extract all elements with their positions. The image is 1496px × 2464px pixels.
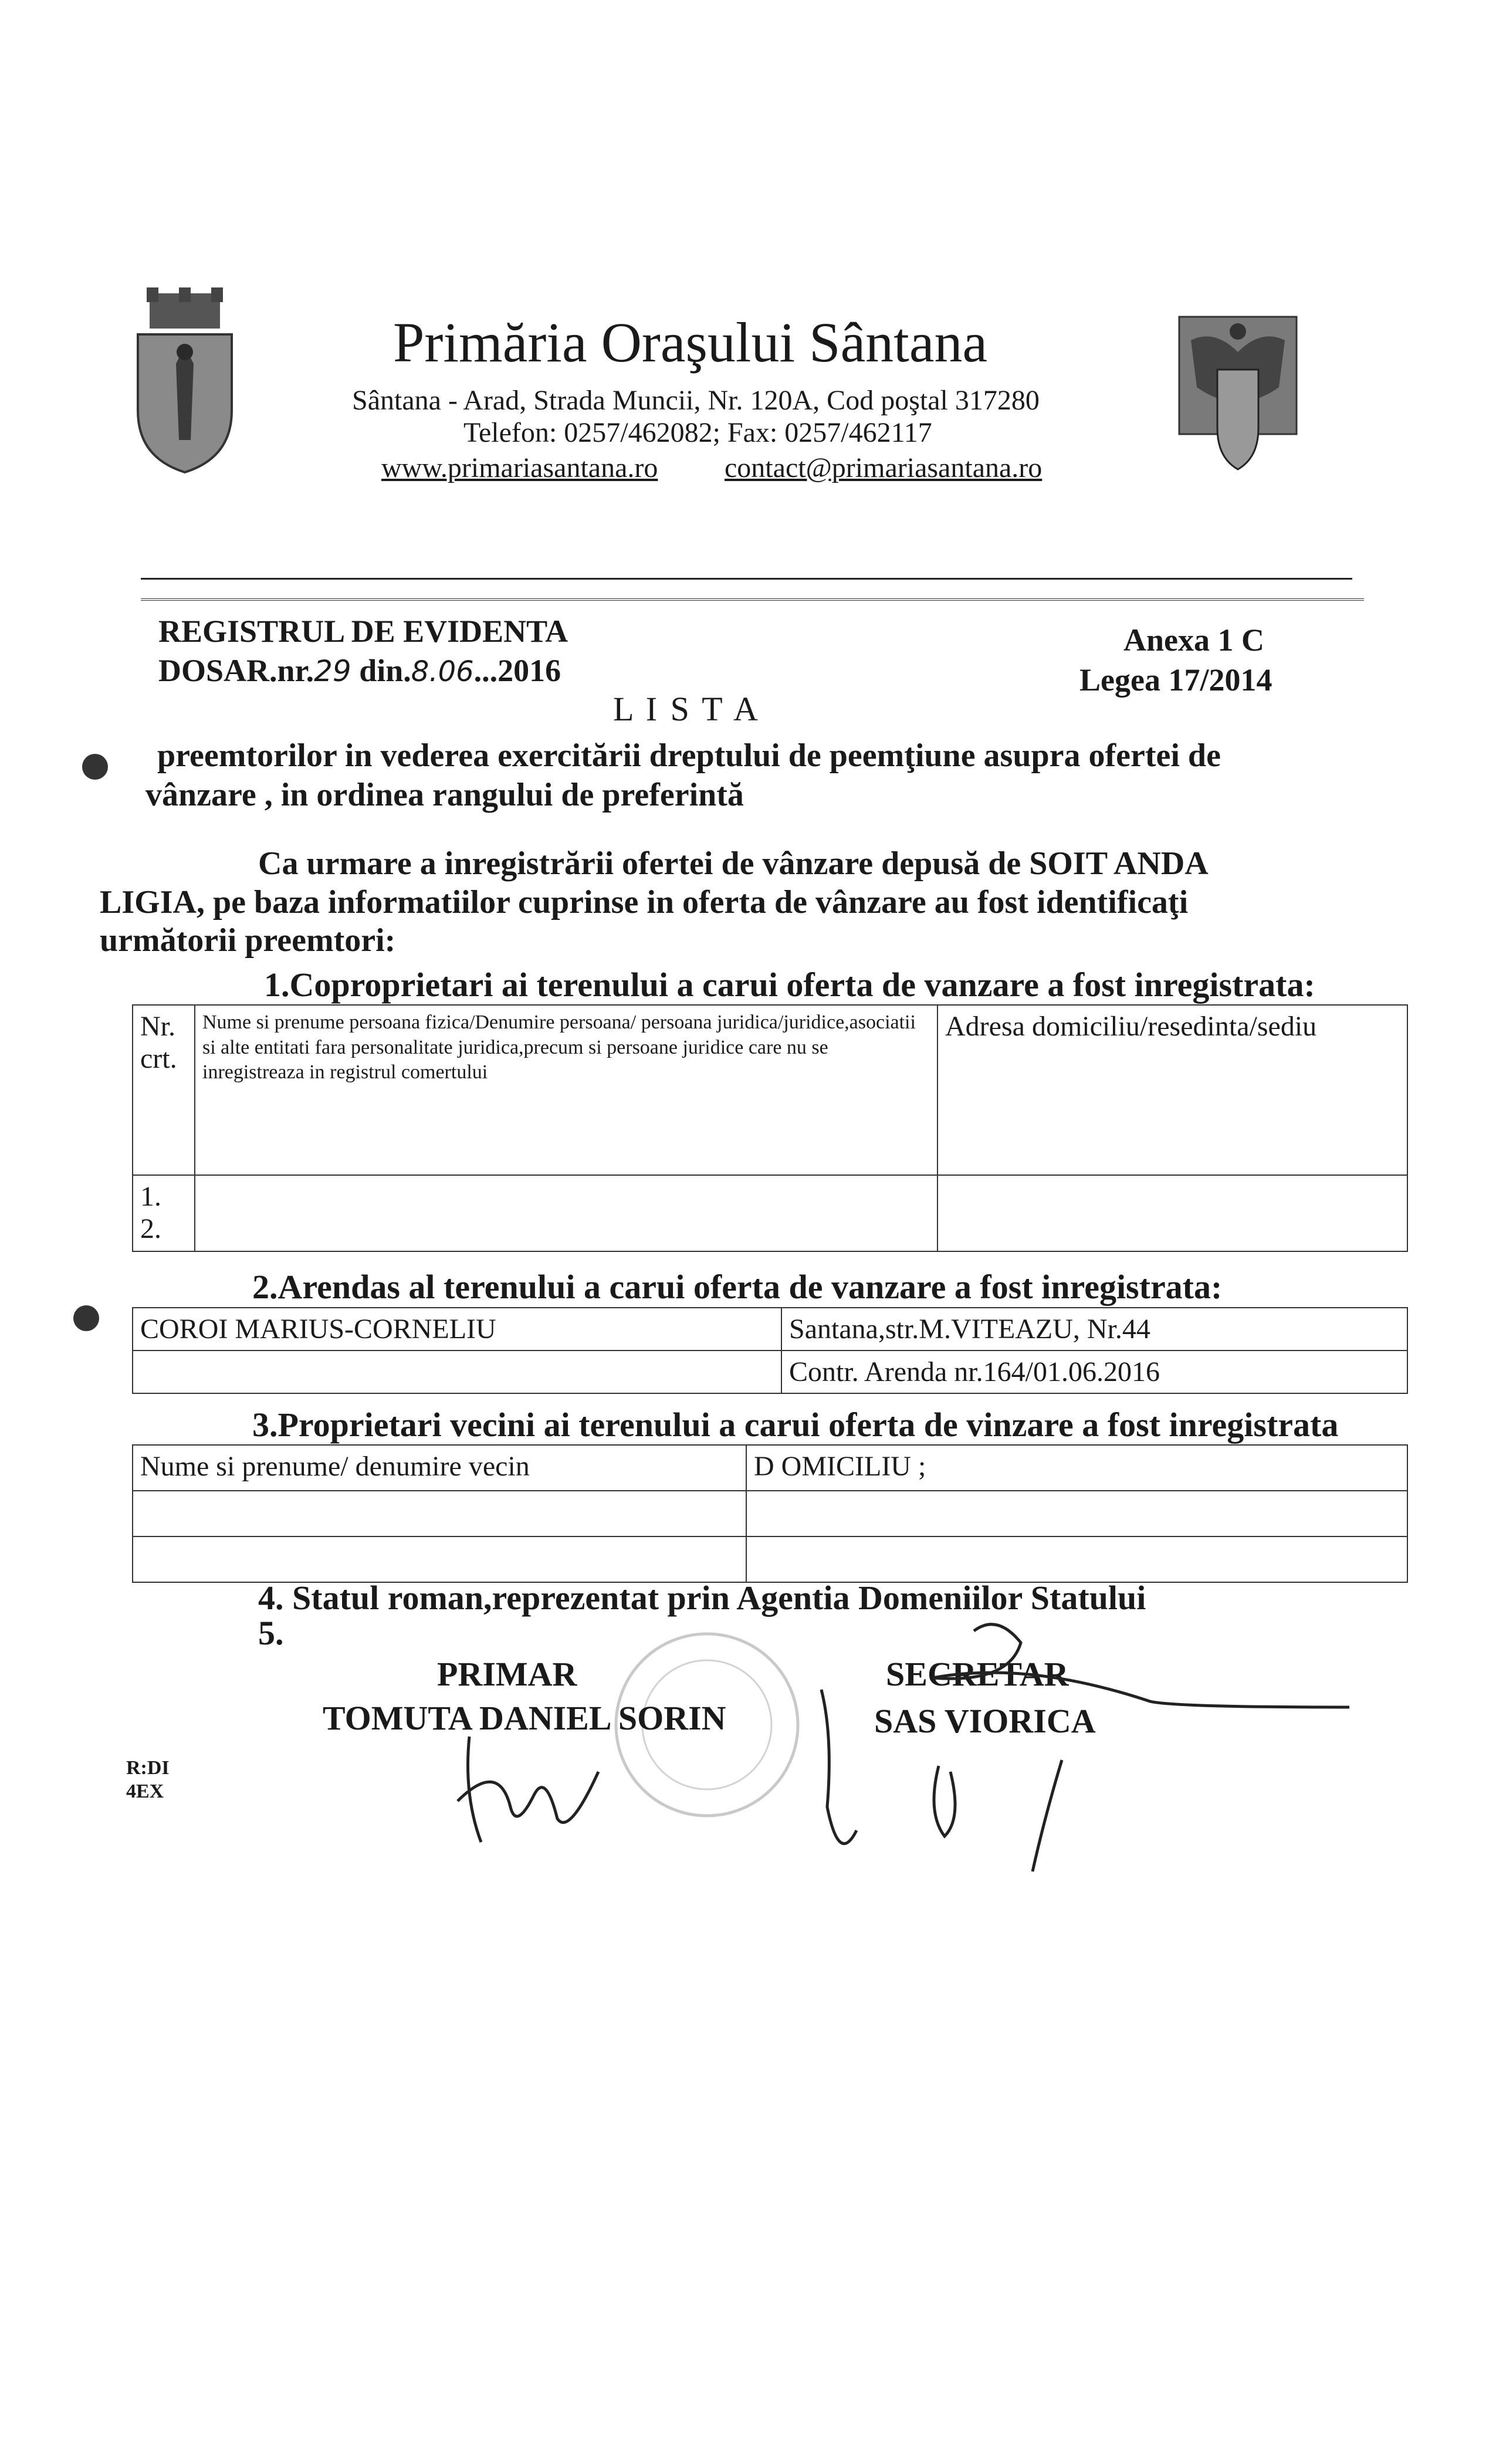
table-cell [746,1536,1407,1582]
table-cell [133,1491,746,1536]
neighbor-name-header: Nume si prenume/ denumire vecin [133,1445,746,1491]
tenant-contract: Contr. Arenda nr.164/01.06.2016 [781,1351,1407,1393]
secretar-title: SECRETAR [886,1655,1069,1693]
dosar-din: din. [351,653,411,688]
item-4: 4. Statul roman,reprezentat prin Agentia Domeniilor Statului [258,1579,1146,1617]
row-number-2: 2. [140,1213,161,1244]
table-cell [195,1175,937,1251]
dosar-date: 8.06 [411,655,474,688]
institution-phone-fax: Telefon: 0257/462082; Fax: 0257/462117 [463,417,932,448]
table-row [133,1536,1407,1582]
address-header: Adresa domiciliu/resedinta/sediu [937,1005,1407,1175]
annex-label: Anexa 1 C [1123,622,1264,658]
coowners-table [132,1004,1408,1252]
primar-name: TOMUTA DANIEL SORIN [323,1699,726,1737]
tenant-table [132,1307,1408,1394]
intro-text: preemtorilor in vederea exercitării dreptului de peemţiune asupra ofertei de vânzare , in ordinea rangului de preferintă [145,737,1221,814]
secretar-name: SAS VIORICA [874,1702,1096,1740]
neighbor-address-header: D OMICILIU ; [746,1445,1407,1491]
row-number-1: 1. [140,1181,161,1212]
registry-title: REGISTRUL DE EVIDENTA [158,614,568,649]
dosar-prefix: DOSAR.nr. [158,653,314,688]
table-row [133,1351,1407,1393]
nr-crt-header: Nr. crt. [133,1005,195,1175]
institution-address: Sântana - Arad, Strada Muncii, Nr. 120A, Cod poştal 317280 [352,385,1040,416]
table-row [133,1491,1407,1536]
table-row [133,1445,1407,1491]
neighbors-table [132,1444,1408,1583]
tenant-name: COROI MARIUS-CORNELIU [133,1308,781,1351]
primar-signature [446,1725,622,1854]
secretar-signature [821,1619,1349,1877]
dosar-year: ...2016 [473,653,561,688]
name-header: Nume si prenume persoana fizica/Denumire persoana/ persoana juridica/juridice,asociatii si alte entitati fara personalitate juridica,precum si persoane juridice care nu se inregistreaza in registrul comertului [195,1005,937,1175]
lista-heading: L I S T A [613,690,760,728]
table-cell [937,1175,1407,1251]
tenant-address: Santana,str.M.VITEAZU, Nr.44 [781,1308,1407,1351]
table-cell [133,1536,746,1582]
punch-hole-2 [73,1305,99,1331]
institution-title: Primăria Oraşului Sântana [393,311,988,374]
footer-code: R:DI [126,1757,170,1779]
table-cell [133,1351,781,1393]
row-numbers [133,1175,195,1251]
law-label: Legea 17/2014 [1079,662,1272,698]
town-coat-of-arms [126,287,243,475]
dosar-number: 29 [314,654,351,688]
table-cell [746,1491,1407,1536]
punch-hole-1 [82,754,108,780]
footer-copies: 4EX [126,1781,164,1802]
institution-email-link[interactable]: contact@primariasantana.ro [725,452,1043,483]
dosar-line [158,652,561,689]
section2-title: 2.Arendas al terenului a carui oferta de vanzare a fost inregistrata: [252,1268,1223,1306]
institution-website-link[interactable]: www.primariasantana.ro [381,452,658,483]
header-divider [141,578,1352,580]
romania-coat-of-arms [1179,317,1297,481]
item-5: 5. [258,1614,284,1652]
table-row [133,1175,1407,1251]
header-double-divider [141,598,1364,604]
body-paragraph: Ca urmare a inregistrării ofertei de vânzare depusă de SOIT ANDA LIGIA, pe baza informatiilor cuprinse in oferta de vânzare au fost identificaţi următorii preemtori: [100,845,1207,959]
table-row [133,1308,1407,1351]
primar-title: PRIMAR [437,1655,577,1693]
section3-title: 3.Proprietari vecini ai terenului a carui oferta de vinzare a fost inregistrata [252,1406,1339,1444]
table-row [133,1005,1407,1175]
section1-title: 1.Coproprietari ai terenului a carui oferta de vanzare a fost inregistrata: [264,966,1315,1004]
